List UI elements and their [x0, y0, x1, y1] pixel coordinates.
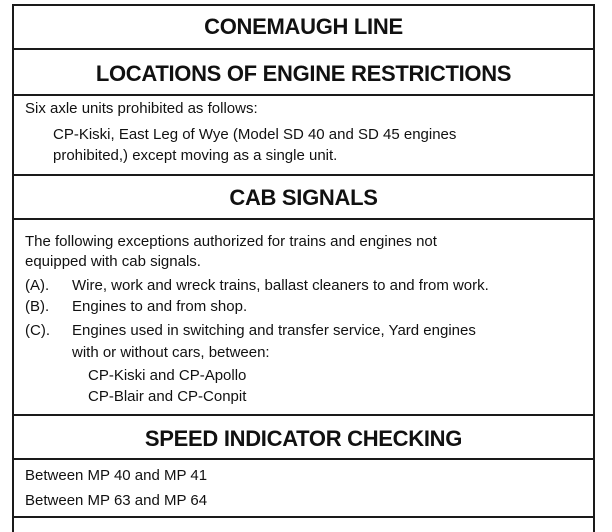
location-entry: CP-Blair and CP-Conpit — [88, 388, 247, 405]
divider — [12, 458, 595, 460]
cab-signals-intro: equipped with cab signals. — [25, 253, 201, 270]
divider — [12, 516, 595, 518]
section-heading-speed-indicator: SPEED INDICATOR CHECKING — [144, 426, 463, 451]
list-marker: (C). — [25, 322, 50, 339]
section-heading-cab-signals: CAB SIGNALS — [229, 185, 378, 210]
cab-signals-intro: The following exceptions authorized for trains and engines not — [25, 233, 437, 250]
divider — [12, 94, 595, 96]
list-marker: (B). — [25, 298, 50, 315]
list-marker: (A). — [25, 277, 50, 294]
right-border — [593, 4, 595, 532]
divider — [12, 414, 595, 416]
location-entry: CP-Kiski and CP-Apollo — [88, 367, 247, 384]
document-title: CONEMAUGH LINE — [204, 14, 403, 39]
divider — [12, 218, 595, 220]
engine-restrictions-intro: Six axle units prohibited as follows: — [25, 100, 258, 117]
engine-restrictions-line: prohibited,) except moving as a single unit. — [53, 147, 338, 164]
list-item-text: with or without cars, between: — [72, 344, 270, 361]
speed-indicator-line: Between MP 40 and MP 41 — [25, 467, 208, 484]
top-rule — [12, 4, 595, 6]
engine-restrictions-line: CP-Kiski, East Leg of Wye (Model SD 40 and SD 45 engines — [53, 126, 457, 143]
list-item-text: Wire, work and wreck trains, ballast cleaners to and from work. — [72, 277, 489, 294]
divider — [12, 48, 595, 50]
list-item-text: Engines to and from shop. — [72, 298, 248, 315]
speed-indicator-line: Between MP 63 and MP 64 — [25, 492, 208, 509]
divider — [12, 174, 595, 176]
list-item-text: Engines used in switching and transfer service, Yard engines — [72, 322, 476, 339]
section-heading-engine-restrictions: LOCATIONS OF ENGINE RESTRICTIONS — [95, 61, 512, 86]
